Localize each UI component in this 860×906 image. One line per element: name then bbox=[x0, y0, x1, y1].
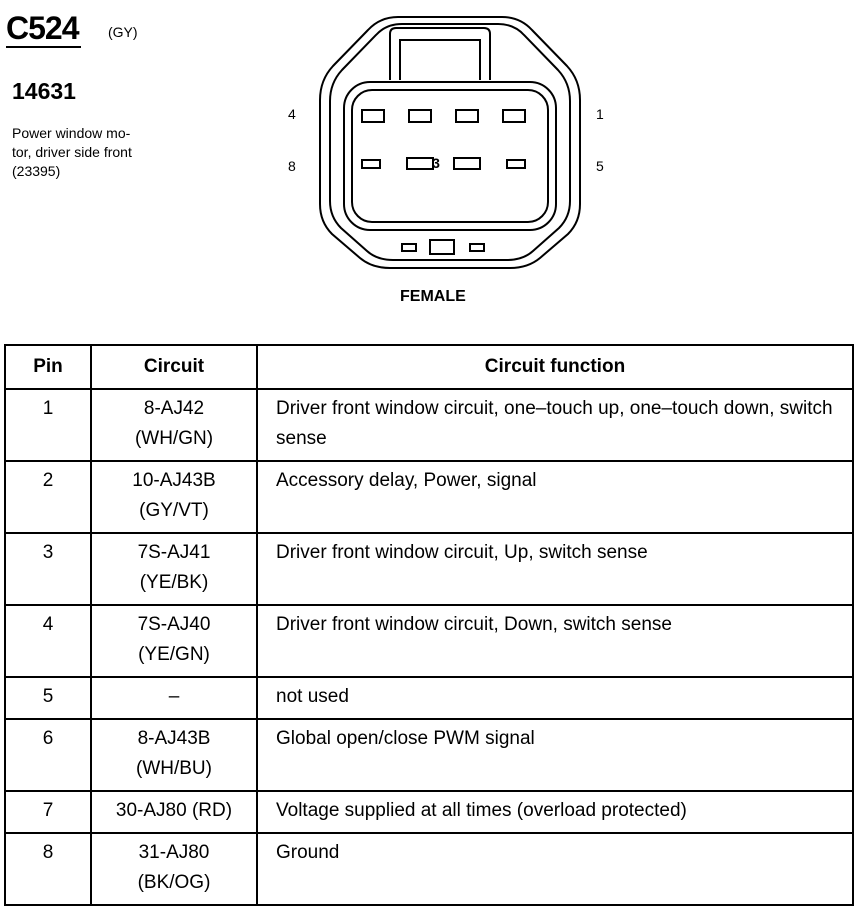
table-row bbox=[5, 605, 853, 677]
circuit-cell bbox=[91, 605, 257, 677]
function-cell: Ground bbox=[257, 833, 853, 905]
table-row bbox=[5, 533, 853, 605]
pin-cell: 4 bbox=[5, 605, 91, 677]
table-row bbox=[5, 791, 853, 833]
connector-description bbox=[12, 124, 162, 181]
header-circuit: Circuit bbox=[91, 345, 257, 389]
circuit-id: 30-AJ80 (RD) bbox=[115, 800, 233, 821]
circuit-cell bbox=[91, 719, 257, 791]
table-row bbox=[5, 677, 853, 719]
pin-cell: 1 bbox=[5, 389, 91, 461]
part-number: 14631 bbox=[12, 78, 76, 104]
table-row bbox=[5, 389, 853, 461]
function-cell: Accessory delay, Power, signal bbox=[257, 461, 853, 533]
pin-cell: 7 bbox=[5, 791, 91, 833]
circuit-cell bbox=[91, 533, 257, 605]
pinout-table bbox=[4, 344, 854, 906]
pin-label-top-left: 4 bbox=[288, 106, 296, 122]
pin-label-bottom-right: 5 bbox=[596, 158, 604, 174]
circuit-id: – bbox=[168, 686, 180, 707]
pin-cell: 2 bbox=[5, 461, 91, 533]
description-line: tor, driver side front bbox=[12, 144, 132, 160]
function-cell: Driver front window circuit, one–touch up, one–touch down, switch sense bbox=[257, 389, 853, 461]
wire-color: (WH/GN) bbox=[134, 428, 214, 449]
function-cell: Driver front window circuit, Up, switch sense bbox=[257, 533, 853, 605]
pin-cell: 5 bbox=[5, 677, 91, 719]
pin-cell: 3 bbox=[5, 533, 91, 605]
function-cell: Driver front window circuit, Down, switch sense bbox=[257, 605, 853, 677]
circuit-id: 8-AJ43B bbox=[137, 728, 211, 749]
connector-header bbox=[0, 0, 260, 200]
circuit-id: 8-AJ42 bbox=[143, 398, 205, 419]
function-cell: not used bbox=[257, 677, 853, 719]
table-row bbox=[5, 719, 853, 791]
table-body bbox=[5, 389, 853, 905]
circuit-id: 7S-AJ41 bbox=[137, 542, 211, 563]
pin-cell: 8 bbox=[5, 833, 91, 905]
wire-color: (BK/OG) bbox=[137, 872, 211, 893]
circuit-id: 31-AJ80 bbox=[138, 842, 210, 863]
wire-color: (YE/GN) bbox=[138, 644, 210, 665]
wire-color: (YE/BK) bbox=[139, 572, 209, 593]
header-circuit-function: Circuit function bbox=[257, 345, 853, 389]
circuit-cell bbox=[91, 791, 257, 833]
table-row bbox=[5, 461, 853, 533]
circuit-cell bbox=[91, 389, 257, 461]
wire-color: (GY/VT) bbox=[139, 500, 209, 521]
header-pin: Pin bbox=[5, 345, 91, 389]
table-header-row bbox=[5, 345, 853, 389]
wire-color: (WH/BU) bbox=[136, 758, 212, 779]
svg-text:3: 3 bbox=[432, 155, 440, 171]
pin-label-top-right: 1 bbox=[596, 106, 604, 122]
connector-face-drawing bbox=[270, 8, 630, 288]
pin-cell: 6 bbox=[5, 719, 91, 791]
circuit-id: 7S-AJ40 bbox=[137, 614, 211, 635]
function-cell: Voltage supplied at all times (overload protected) bbox=[257, 791, 853, 833]
description-line: (23395) bbox=[12, 163, 61, 179]
circuit-cell bbox=[91, 677, 257, 719]
function-cell: Global open/close PWM signal bbox=[257, 719, 853, 791]
circuit-cell bbox=[91, 833, 257, 905]
table-row bbox=[5, 833, 853, 905]
description-line: Power window mo- bbox=[12, 125, 131, 141]
connector-diagram bbox=[270, 8, 630, 308]
connector-code: C524 bbox=[6, 10, 79, 46]
pin-label-bottom-left: 8 bbox=[288, 158, 296, 174]
connector-gender-label: FEMALE bbox=[400, 288, 466, 305]
connector-color: (GY) bbox=[108, 24, 138, 40]
circuit-id: 10-AJ43B bbox=[132, 470, 216, 491]
circuit-cell bbox=[91, 461, 257, 533]
